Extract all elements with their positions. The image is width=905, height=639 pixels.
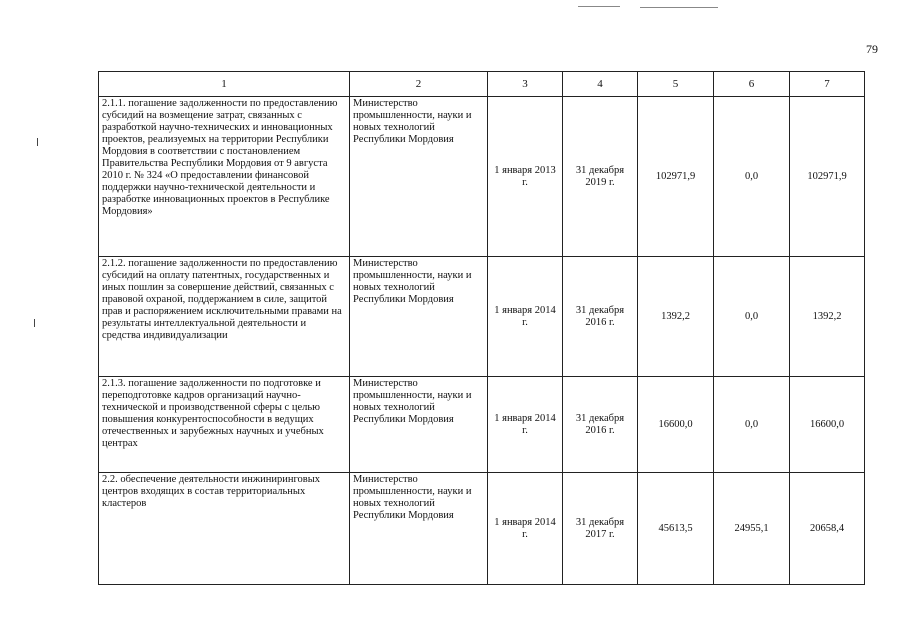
start-date: 1 января 2014 г. <box>488 473 563 585</box>
table-row <box>99 377 865 473</box>
margin-mark-2 <box>34 319 35 327</box>
end-date: 31 декабря 2016 г. <box>563 257 638 377</box>
column-header: 7 <box>790 72 865 97</box>
total-value: 45613,5 <box>638 473 714 585</box>
column-header: 2 <box>350 72 488 97</box>
column-header: 4 <box>563 72 638 97</box>
total-value: 16600,0 <box>638 377 714 473</box>
executor: Министерство промышленности, науки и новых технологий Республики Мордовия <box>350 257 488 377</box>
table-row <box>99 473 865 585</box>
executor: Министерство промышленности, науки и новых технологий Республики Мордовия <box>350 97 488 257</box>
measure-name: 2.2. обеспечение деятельности инжиниринговых центров входящих в состав территориальных кластеров <box>99 473 350 585</box>
measure-name: 2.1.2. погашение задолженности по предоставлению субсидий на оплату патентных, государственных и иных пошлин за совершение действий, связанных с правовой охраной, поддержанием в силе, защитой прав и распоряжением исключительными правами на результаты интеллектуальной деятельности и средства индивидуализации <box>99 257 350 377</box>
start-date: 1 января 2014 г. <box>488 377 563 473</box>
scan-mark-top-right <box>640 7 718 8</box>
page-number: 79 <box>866 42 878 56</box>
margin-mark-1 <box>37 138 38 146</box>
total-value: 102971,9 <box>638 97 714 257</box>
executor: Министерство промышленности, науки и новых технологий Республики Мордовия <box>350 377 488 473</box>
measure-name: 2.1.3. погашение задолженности по подготовке и переподготовке кадров организаций научно-технической и производственной сферы с целью повышения конкурентоспособности в ведущих отечественных и зарубежных научных и учебных центрах <box>99 377 350 473</box>
end-date: 31 декабря 2016 г. <box>563 377 638 473</box>
table-row <box>99 97 865 257</box>
program-table <box>98 71 865 585</box>
value-col-6: 0,0 <box>714 257 790 377</box>
value-col-6: 0,0 <box>714 97 790 257</box>
value-col-7: 102971,9 <box>790 97 865 257</box>
value-col-6: 0,0 <box>714 377 790 473</box>
column-header-row <box>99 72 865 97</box>
column-header: 5 <box>638 72 714 97</box>
start-date: 1 января 2014 г. <box>488 257 563 377</box>
column-header: 6 <box>714 72 790 97</box>
value-col-6: 24955,1 <box>714 473 790 585</box>
value-col-7: 16600,0 <box>790 377 865 473</box>
value-col-7: 1392,2 <box>790 257 865 377</box>
measure-name: 2.1.1. погашение задолженности по предоставлению субсидий на возмещение затрат, связанных с разработкой научно-технических и инновационных проектов, реализуемых на территории Республики Мордовия в соответствии с постановлением Правительства Республики Мордовия от 9 августа 2010 г. № 324 «О предоставлении финансовой поддержки научно-технической деятельности и разработке инновационных проектов в Республике Мордовия» <box>99 97 350 257</box>
end-date: 31 декабря 2017 г. <box>563 473 638 585</box>
start-date: 1 января 2013 г. <box>488 97 563 257</box>
end-date: 31 декабря 2019 г. <box>563 97 638 257</box>
total-value: 1392,2 <box>638 257 714 377</box>
table-row <box>99 257 865 377</box>
scan-mark-top-left <box>578 6 620 7</box>
executor: Министерство промышленности, науки и новых технологий Республики Мордовия <box>350 473 488 585</box>
value-col-7: 20658,4 <box>790 473 865 585</box>
column-header: 1 <box>99 72 350 97</box>
column-header: 3 <box>488 72 563 97</box>
